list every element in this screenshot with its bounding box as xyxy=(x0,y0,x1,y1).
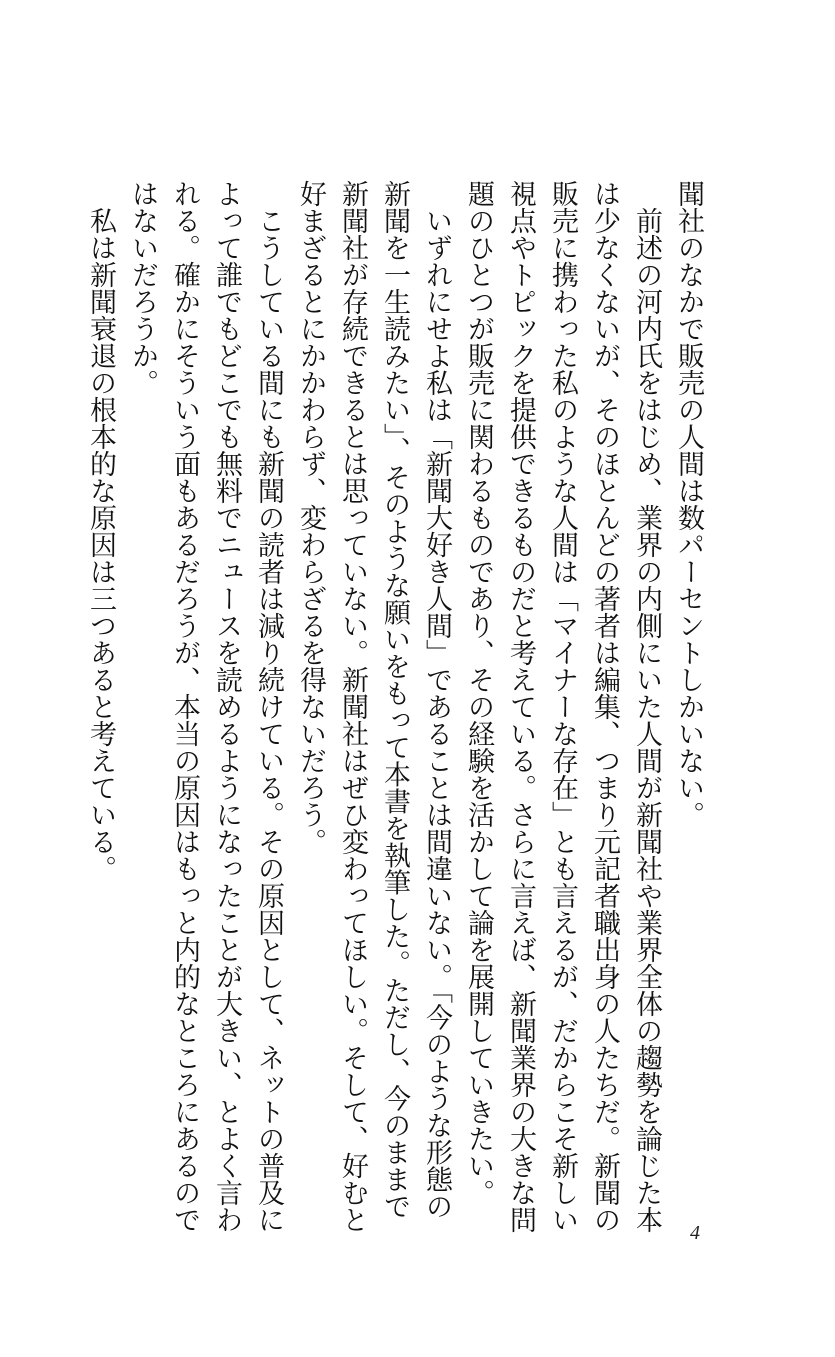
text-line: 前述の河内氏をはじめ、業界の内側にいた人間が新聞社や業界全体の趨勢を論じた本 xyxy=(631,207,662,1233)
text-line: 視点やトピックを提供できるものだと考えている。さらに言えば、新聞業界の大きな問 xyxy=(505,180,536,1233)
text-line: 題のひとつが販売に関わるものであり、その経験を活かして論を展開していきたい。 xyxy=(463,180,494,1206)
text-line: は少なくないが、そのほとんどの著者は編集、つまり元記者職出身の人たちだ。新聞の xyxy=(589,180,620,1233)
text-line: 新聞社が存続できるとは思っていない。新聞社はぜひ変わってほしい。そして、好むと xyxy=(337,180,368,1233)
text-line: 私は新聞衰退の根本的な原因は三つあると考えている。 xyxy=(85,207,116,882)
text-line: れる。確かにそういう面もあるだろうが、本当の原因はもっと内的なところにあるので xyxy=(169,180,200,1233)
body-text xyxy=(85,180,709,1233)
text-line: 好まざるとにかかわらず、変わらざるを得ないだろう。 xyxy=(295,180,326,855)
text-line: 販売に携わった私のような人間は「マイナーな存在」とも言えるが、だからこそ新しい xyxy=(547,180,578,1233)
text-line: 聞社のなかで販売の人間は数パーセントしかいない。 xyxy=(673,180,704,828)
text-line: 新聞を一生読みたい」、そのような願いをもって本書を執筆した。ただし、今のままで xyxy=(379,180,410,1220)
text-line: こうしている間にも新聞の読者は減り続けている。その原因として、ネットの普及に xyxy=(253,207,284,1233)
text-line: よって誰でもどこでも無料でニュースを読めるようになったことが大きい、とよく言わ xyxy=(211,180,242,1233)
text-line: いずれにせよ私は「新聞大好き人間」であることは間違いない。「今のような形態の xyxy=(421,207,452,1220)
page-number: 4 xyxy=(690,1222,700,1244)
text-line: はないだろうか。 xyxy=(127,180,158,396)
